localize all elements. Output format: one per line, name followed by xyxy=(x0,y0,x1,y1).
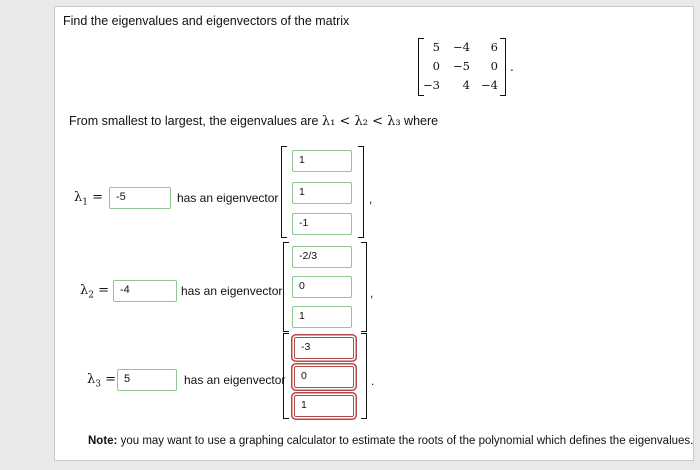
matrix-cell: 6 xyxy=(490,40,498,54)
vector-1-left-bracket xyxy=(281,146,287,238)
matrix-cell: 5 xyxy=(432,40,440,54)
vector-3-left-bracket xyxy=(283,333,289,419)
vector-2-left-bracket xyxy=(283,242,289,332)
matrix-cell: −5 xyxy=(453,59,470,73)
matrix-cell: 0 xyxy=(490,59,498,73)
eigenvector-3-component-1[interactable]: -3 xyxy=(294,337,354,359)
matrix-period: . xyxy=(510,60,514,74)
matrix-cell: −3 xyxy=(423,78,440,92)
lambda-subscript: 2 xyxy=(88,290,94,301)
ordering-expression: λ₁ < λ₂ < λ₃ xyxy=(321,114,401,129)
equals-sign: = xyxy=(105,372,117,387)
eigenvector-1-component-2[interactable]: 1 xyxy=(292,182,352,204)
ordering-text-before: From smallest to largest, the eigenvalues are xyxy=(69,114,322,128)
matrix-cell: −4 xyxy=(453,40,470,54)
eigenvalue-ordering-text xyxy=(69,114,438,129)
vector-1-comma: , xyxy=(369,192,373,206)
lambda-2-label xyxy=(80,283,109,301)
has-eigenvector-text: has an eigenvector xyxy=(177,191,279,205)
matrix-cell: −4 xyxy=(481,78,498,92)
lambda-symbol: λ xyxy=(74,190,83,205)
lambda-symbol: λ xyxy=(80,283,89,298)
lambda-1-label xyxy=(74,190,103,208)
lambda-1-input[interactable]: -5 xyxy=(109,187,171,209)
ordering-text-after: where xyxy=(400,114,439,128)
has-eigenvector-text: has an eigenvector xyxy=(184,373,286,387)
eigenvector-2-component-3[interactable]: 1 xyxy=(292,306,352,328)
lambda-subscript: 3 xyxy=(95,379,101,390)
question-panel xyxy=(54,6,694,461)
matrix-cell: 0 xyxy=(432,59,440,73)
matrix xyxy=(418,36,510,96)
lambda-symbol: λ xyxy=(87,372,96,387)
note-label: Note: xyxy=(88,435,118,447)
eigenvector-1-component-3[interactable]: -1 xyxy=(292,213,352,235)
vector-2-right-bracket xyxy=(361,242,367,332)
lambda-subscript: 1 xyxy=(82,197,88,208)
question-prompt: Find the eigenvalues and eigenvectors of the matrix xyxy=(63,14,350,28)
eigenvector-2-component-2[interactable]: 0 xyxy=(292,276,352,298)
eigenvector-3-component-2[interactable]: 0 xyxy=(294,366,354,388)
vector-3-period: . xyxy=(371,374,375,388)
eigenvector-1-component-1[interactable]: 1 xyxy=(292,150,352,172)
equals-sign: = xyxy=(98,283,110,298)
vector-3-right-bracket xyxy=(361,333,367,419)
matrix-right-bracket xyxy=(500,38,506,96)
has-eigenvector-text: has an eigenvector xyxy=(181,284,283,298)
matrix-cell: 4 xyxy=(462,78,470,92)
vector-2-comma: , xyxy=(370,286,374,300)
lambda-3-label xyxy=(87,372,116,390)
lambda-2-input[interactable]: -4 xyxy=(113,280,177,302)
equals-sign: = xyxy=(92,190,104,205)
lambda-3-input[interactable]: 5 xyxy=(117,369,177,391)
note-text xyxy=(88,435,693,447)
note-body: you may want to use a graphing calculator to estimate the roots of the polynomial which defines the eigenvalues. xyxy=(117,435,694,447)
eigenvector-2-component-1[interactable]: -2/3 xyxy=(292,246,352,268)
vector-1-right-bracket xyxy=(358,146,364,238)
eigenvector-3-component-3[interactable]: 1 xyxy=(294,395,354,417)
